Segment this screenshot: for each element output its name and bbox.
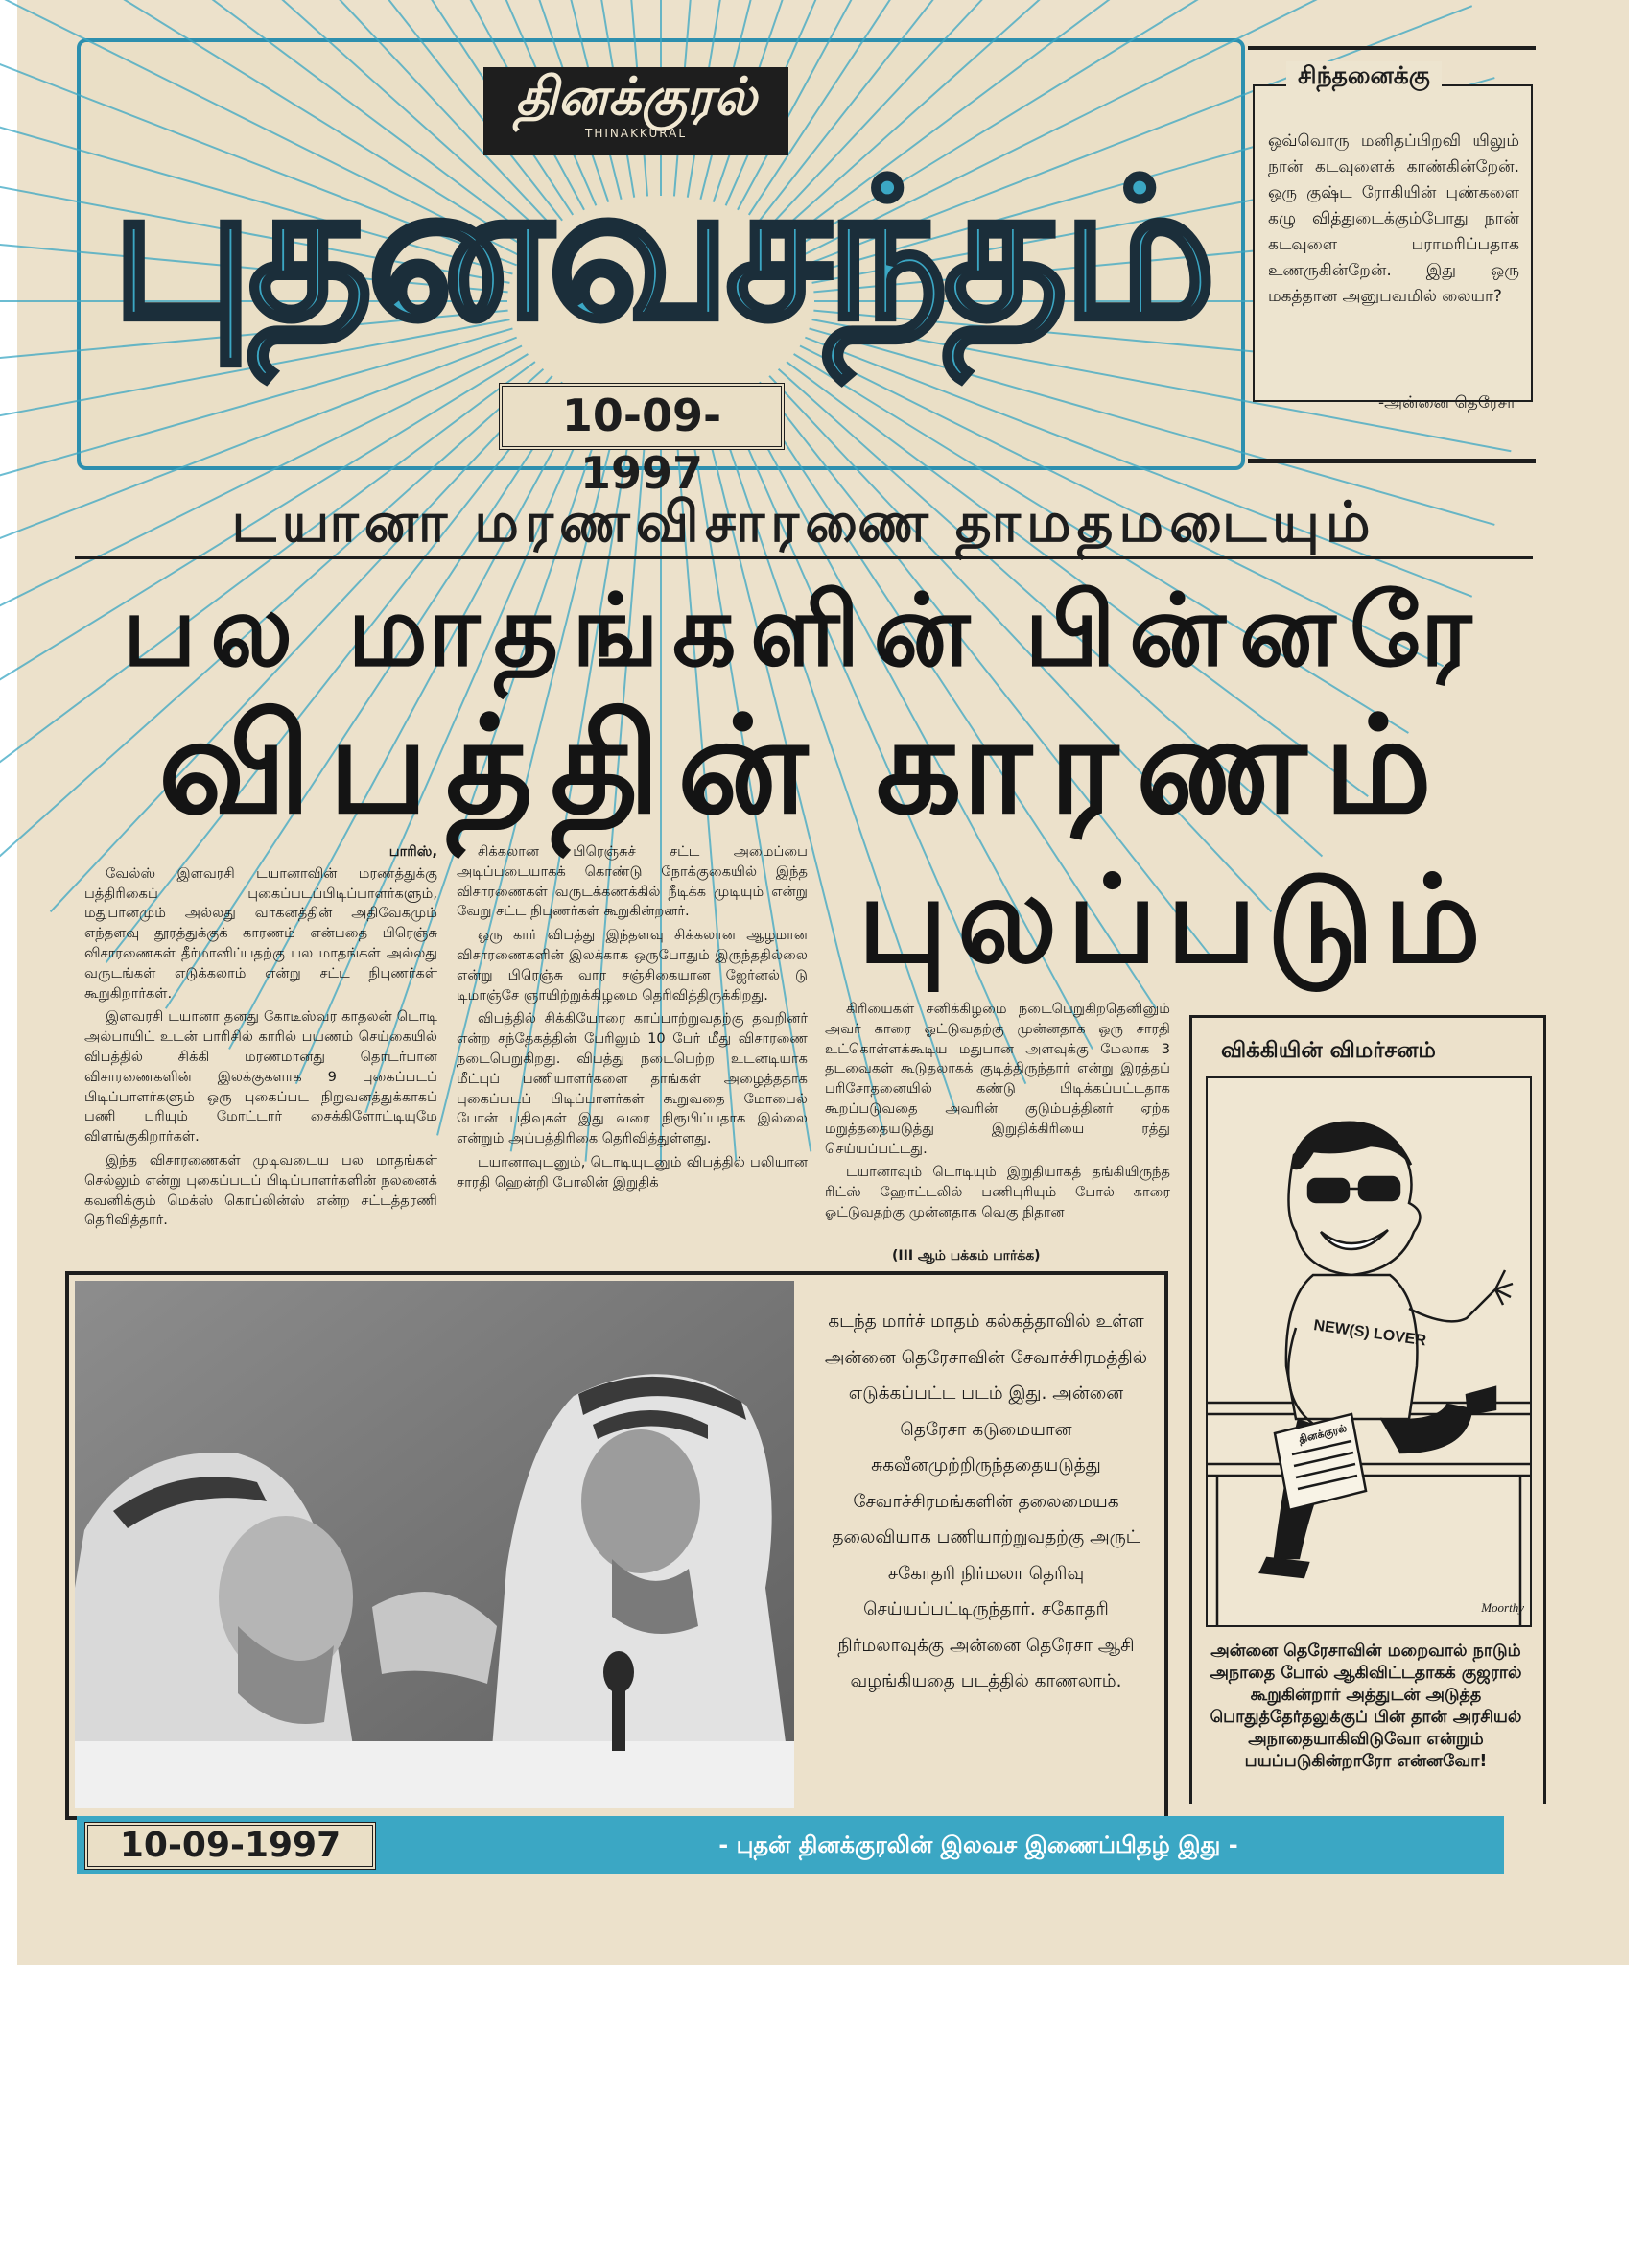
brand-sub: THINAKKURAL [584,127,688,140]
brand-logo [483,67,788,155]
cartoon-block [1189,1015,1546,1804]
supplement-title: புதனவசந்தம் [110,147,1211,359]
brand-name: தினக்குரல் [515,68,757,126]
headline-line2: பல மாதங்களின் பின்னரே [122,576,1486,687]
cartoon-caption: அன்னை தெரேசாவின் மறைவால் நாடும் அநாதை போல் ஆகிவிட்டதாகக் குஜரால் கூறுகின்றார் அத்துடன் அடுத்த பொதுத்தேர்தலுக்குப் பின் தான் அரசியல் அநாதையாகிவிடுவோ என்றும் பயப்படுகின்றாரோ என்னவோ! [1210,1642,1522,1771]
cartoon-top-rule [1192,1015,1543,1018]
article-paragraph: விபத்தில் சிக்கியோரை காப்பாற்றுவதற்கு தவறினர் என்ற சந்தேகத்தின் பேரிலும் 10 பேர் மீது விசாரணை நடைபெறுகிறது. விபத்து நடைபெற்ற உடனடியாக மீட்புப் பணியாளர்களை தாங்கள் அழைத்ததாக புகைப்படப் பிடிப்பாளர்கள் கூறுவதை மோபைல் போன் பதிவுகள் இது வரை நிரூபிப்பதாக இல்லை என்றும் அப்பத்திரிகை தெரிவித்துள்ளது. [457,1010,808,1147]
photo-caption: கடந்த மார்ச் மாதம் கல்கத்தாவில் உள்ள அன்னை தெரேசாவின் சேவாச்சிரமத்தில் எடுக்கப்பட்ட படம் இது. அன்னை தெரேசா கடுமையான சுகவீனமுற்றிருந்ததையடுத்து சேவாச்சிரமங்களின் தலைமையக தலைவியாக பணியாற்றுவதற்கு அருட் சகோதரி நிர்மலா தெரிவு செய்யப்பட்டிருந்தார். சகோதரி நிர்மலாவுக்கு அன்னை தெரேசா ஆசி வழங்கியதை படத்தில் காணலாம். [824,1311,1148,1691]
headline-line4: புலப்படும் [858,852,1491,987]
article-column-1 [84,842,437,1235]
article-column-2 [457,842,808,1197]
cartoon-drawing [1208,1078,1530,1625]
quote-title: சிந்தனைக்கு [1286,61,1442,93]
photo-block [65,1271,1168,1820]
headline-rule [75,556,1533,559]
cartoon-panel [1206,1076,1532,1627]
headline-line3: விபத்தின் காரணம் [158,693,1449,841]
article-paragraph: இந்த விசாரணைகள் முடிவடைய பல மாதங்கள் செல்லும் என்று புகைப்படப் பிடிப்பாளர்களின் நலனைக் கவனிக்கும் மெக்ஸ் கொப்லின்ஸ் என்ற சட்டத்தரணி தெரிவித்தார். [84,1151,437,1229]
article-paragraph: கிரியைகள் சனிக்கிழமை நடைபெறுகிறதெனினும் அவர் காரை ஓட்டுவதற்கு முன்னதாக ஒரு சாரதி உட்கொள்ளக்கூடிய மதுபான அளவுக்கு மேலாக 3 தடவைகள் கூடுதலாகக் குடித்திருந்தார் என்று இரத்தப் பரிசோதனையில் கண்டு பிடிக்கப்பட்டதாக கூறப்படுவதை அவரின் குடும்பத்தினர் ஏற்க மறுத்ததையடுத்து இறுதிக்கிரியை ரத்து செய்யப்பட்டது. [825,1001,1170,1157]
headline-line1: டயானா மரணவிசாரணை தாமதமடையும் [231,491,1376,554]
footer-date: 10-09-1997 [84,1822,376,1870]
photo-illustration [75,1281,794,1808]
continued-link: (III ஆம் பக்கம் பார்க்க) [892,1248,1041,1264]
quote-box [1248,46,1536,413]
footer-text: - புதன் தினக்குரலின் இலவச இணைப்பிதழ் இது - [718,1831,1238,1858]
article-dateline: பாரிஸ், [388,843,437,860]
article-paragraph: சிக்கலான பிரெஞ்சுச் சட்ட அமைப்பை அடிப்படையாகக் கொண்டு நோக்குகையில் இந்த விசாரணைகள் வருடக்கணக்கில் நீடிக்க முடியும் என்று வேறு சட்ட நிபுணர்கள் கூறுகின்றனர். [457,843,808,920]
cartoon-shirt-text: NEW(S) LOVER [1312,1317,1427,1350]
article-paragraph: டயானாவும் டொடியும் இறுதியாகத் தங்கியிருந்த ரிட்ஸ் ஹோட்டலில் பணிபுரியும் போல் காரை ஓட்டுவதற்கு முன்னதாக வெகு நிதான [825,1164,1170,1220]
masthead-date: 10-09-1997 [499,383,785,450]
photo-mother-teresa [75,1281,794,1808]
article-paragraph: இளவரசி டயானா தனது கோடீஸ்வர காதலன் டொடி அல்பாயிட் உடன் பாரிசில் காரில் பயணம் செய்கையில் விபத்தில் சிக்கி மரணமானது தொடர்பான விசாரணைகளின் இலக்குகளாக 9 புகைப்படப் பிடிப்பாளர்களும் ஒரு புகைப்பட நிறுவனத்துக்காகப் பணி புரியும் மோட்டார் சைக்கிளோட்டியுமே விளங்குகிறார்கள். [84,1008,437,1146]
quote-text: ஒவ்வொரு மனிதப்பிறவி யிலும் நான் கடவுளைக் காண்கின்றேன். ஒரு குஷ்ட ரோகியின் புண்களை கழு வித்துடைக்கும்போது நான் கடவுளை பராமரிப்பதாக உணருகின்றேன். இது ஒரு மகத்தான அனுபவமில் லையா? [1268,131,1519,306]
article-paragraph: வேல்ஸ் இளவரசி டயானாவின் மரணத்துக்கு பத்திரிகைப் புகைப்படப்பிடிப்பாளர்களும், மதுபானமும் அல்லது வாகனத்தின் அதிவேகமும் எந்தளவு தூரத்துக்குக் காரணம் என்பதை பிரெஞ்சு விசாரணைகள் தீர்மானிப்பதற்கு பல மாதங்கள் அல்லது வருடங்கள் எடுக்கலாம் என்று சட்ட நிபுணர்கள் கூறுகிறார்கள். [84,864,437,1002]
newspaper-page [17,0,1629,1965]
cartoon-signature: Moorthy [1481,1600,1524,1615]
article-paragraph: ஒரு கார் விபத்து இந்தளவு சிக்கலான ஆழமான விசாரணைகளின் இலக்காக ஒருபோதும் இருந்ததில்லை என்று பிரெஞ்சு வார சஞ்சிகையான ஜேர்னல் டு டிமாஞ்சே ஞாயிற்றுக்கிழமை தெரிவித்திருக்கிறது. [457,927,808,1004]
quote-frame [1253,84,1533,413]
cartoon-title: விக்கியின் விமர்சனம் [1221,1038,1436,1063]
quote-top-rule [1248,46,1536,50]
masthead [77,38,1245,499]
article-paragraph: டயானாவுடனும், டொடியுடனும் விபத்தில் பலியான சாரதி ஹென்றி போலின் இறுதிக் [457,1153,808,1191]
cartoon-paper-text: தினக்குரல் [1297,1421,1349,1446]
quote-attribution: -அன்னை தெரேசா [1378,393,1516,413]
article-column-3 [825,1000,1170,1227]
footer-band [77,1816,1504,1874]
quote-bottom-rule [1248,459,1536,463]
